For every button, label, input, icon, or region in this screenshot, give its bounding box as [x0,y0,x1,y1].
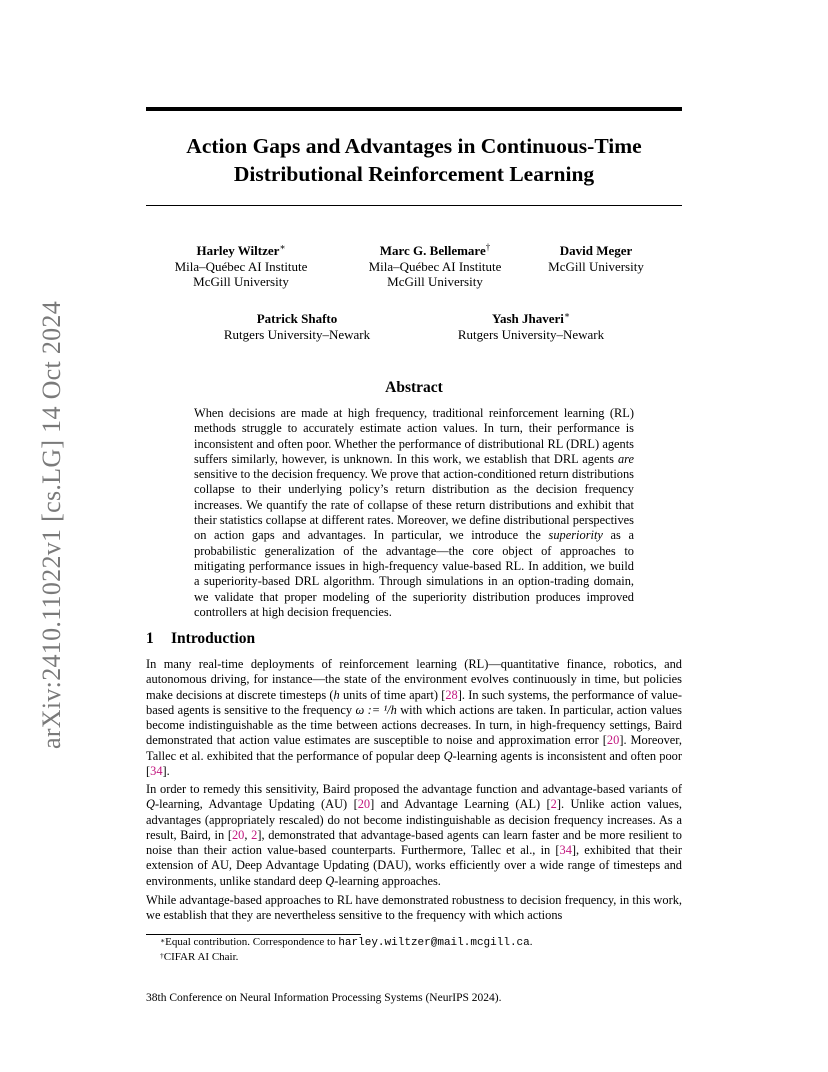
correspondence-email: harley.wiltzer@mail.mcgill.ca [338,937,530,949]
footnote-equal-contribution: ∗Equal contribution. Correspondence to harley.wiltzer@mail.mcgill.ca. [160,936,533,949]
author-block-wiltzer [156,243,326,290]
citation-link[interactable]: 28 [445,687,458,702]
title-line-2: Distributional Reinforcement Learning [233,162,595,186]
arxiv-stamp: arXiv:2410.11022v1 [cs.LG] 14 Oct 2024 [37,300,66,750]
author-affiliation: McGill University [193,274,289,289]
abstract-text: When decisions are made at high frequency, traditional reinforcement learning (RL) methods struggle to accurately estimate action values. In turn, their performance is inconsistent and often poor. Whether the performance of distributional RL (DRL) agents suffers similarly, however, is unknown. In this work, we establish that DRL agents are sensitive to the decision frequency. We prove that action-conditioned return distributions collapse to their underlying policy’s return distribution as the decision frequency increases. We quantify the rate of collapse of these return distributions and exhibit that their statistics collapse at different rates. Moreover, we define distributional perspectives on action gaps and advantages. In particular, we introduce the superiority as a probabilistic generalization of the advantage—the core object of approaches to mitigating performance issues in high-frequency value-based RL. In addition, we build a superiority-based DRL algorithm. Through simulations in an option-trading domain, we validate that proper modeling of the superiority distribution produces improved controllers at high decision frequencies. [194,406,634,619]
author-name: Harley Wiltzer∗ [196,242,286,258]
author-affiliation: Rutgers University–Newark [223,326,371,342]
author-block-shafto [207,311,387,342]
citation-link[interactable]: 20 [231,827,245,842]
author-affiliation: McGill University [548,258,644,274]
citation-link[interactable]: 2 [251,827,258,842]
author-block-jhaveri [441,311,621,342]
citation-link[interactable]: 34 [150,764,163,779]
title-line-1: Action Gaps and Advantages in Continuous-Time [186,134,642,158]
footnote-rule [146,934,361,935]
author-block-bellemare [350,243,520,290]
author-name: Patrick Shafto [256,311,338,326]
intro-paragraph-2: In order to remedy this sensitivity, Baird proposed the advantage function and advantage-based variants of Q-learning, Advantage Updating (AU) [20] and Advantage Learning (AL) [2]. Unlike action values, advantages (appropriately rescaled) do not become indistinguishable as decision frequency increases. As a result, Baird, in [20, 2], demonstrated that advantage-based agents can learn faster and be more resilient to noise than their action value-based counterparts. Furthermore, Tallec et al., in [34], exhibited that their extension of AU, Deep Advantage Updating (DAU), works efficiently over a wide range of timesteps and environments, unlike standard deep Q-learning approaches. [146,782,682,888]
author-affiliation: McGill University [387,274,483,289]
footnote-cifar-chair: †CIFAR AI Chair. [160,951,239,963]
abstract-heading: Abstract [385,379,443,396]
author-affiliation: Rutgers University–Newark [457,326,605,342]
author-affiliation: Mila–Québec AI Institute [174,258,308,274]
citation-link[interactable]: 20 [357,797,371,812]
author-name: David Meger [559,243,633,258]
citation-link[interactable]: 34 [559,843,572,858]
title-top-rule [146,107,682,111]
intro-paragraph-1: In many real-time deployments of reinforcement learning (RL)—quantitative finance, robotics, and autonomous driving, for instance—the state of the environment evolves continuously in time, but policies make decisions at discrete timesteps (h units of time apart) [28]. In such systems, the performance of value-based agents is sensitive to the frequency ω := ¹/h with which actions are taken. In particular, action values become indistinguishable as the time between actions decreases. In turn, in high-frequency settings, Baird demonstrated that action value estimates are susceptible to noise and approximation error [20]. Moreover, Tallec et al. exhibited that the performance of popular deep Q-learning agents is inconsistent and often poor [34]. [146,657,682,779]
author-affiliation: Mila–Québec AI Institute [368,258,502,274]
author-name: Marc G. Bellemare† [379,242,491,258]
intro-paragraph-3: While advantage-based approaches to RL have demonstrated robustness to decision frequency, in this work, we establish that they are nevertheless sensitive to the frequency with which actions [146,893,682,923]
venue-footer: 38th Conference on Neural Information Processing Systems (NeurIPS 2024). [146,992,502,1004]
author-name: Yash Jhaveri∗ [492,310,570,326]
citation-link[interactable]: 20 [606,733,620,748]
title-bottom-rule [146,205,682,206]
paper-title [146,132,682,188]
section-heading-introduction: 1 Introduction [146,630,256,647]
citation-link[interactable]: 2 [550,797,557,812]
author-block-meger [526,243,666,274]
